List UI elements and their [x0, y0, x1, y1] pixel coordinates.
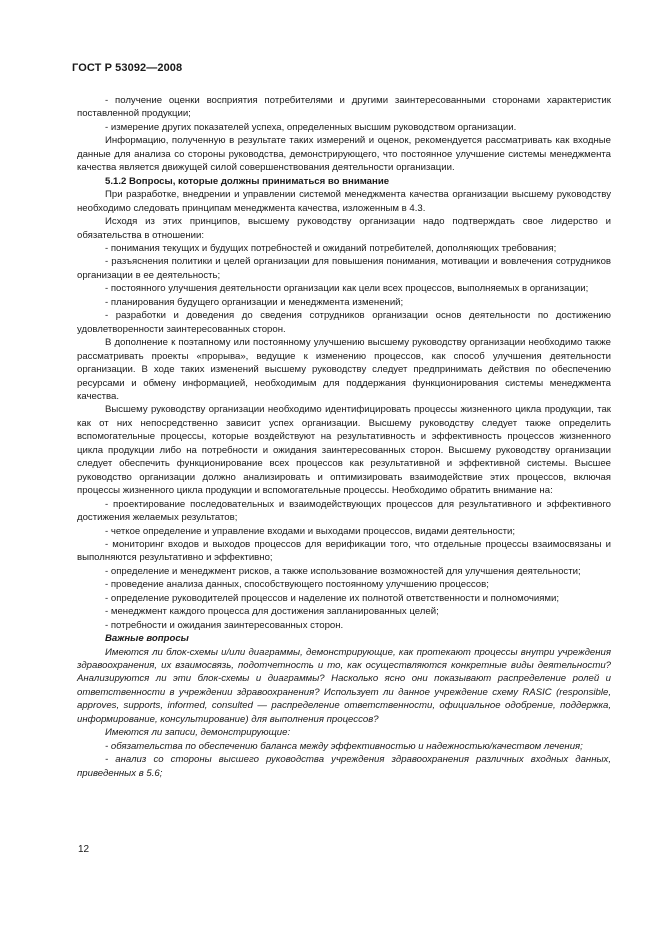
- italic-list-item: - обязательства по обеспечению баланса между эффективностью и надежностью/качеством лечения;: [105, 740, 583, 752]
- list-item: - мониторинг входов и выходов процессов для верификации того, что отдельные процессы взаимосвязаны и выполняются результативно и эффективно;: [77, 538, 611, 564]
- list-item: - менеджмент каждого процесса для достижения запланированных целей;: [105, 606, 439, 618]
- paragraph: При разработке, внедрении и управлении системой менеджмента качества организации высшему руководству необходимо следовать принципам менеджмента качества, изложенным в 4.3.: [77, 189, 611, 214]
- italic-list-item: - анализ со стороны высшего руководства учреждения здравоохранения различных входных данных, приведенных в 5.6;: [77, 754, 611, 779]
- paragraph: - измерение других показателей успеха, определенных высшим руководством организации.: [105, 121, 517, 133]
- list-item: - проектирование последовательных и взаимодействующих процессов для результативного и эффективного достижения желаемых результатов;: [77, 498, 611, 524]
- paragraph: Информацию, полученную в результате таких измерений и оценок, рекомендуется рассматривать как входные данные для анализа со стороны руководства, демонстрирующего, что постоянное улучшение системы менеджмента качества является движущей силой совершенствования деятельности организации.: [77, 135, 611, 174]
- list-item: - разъяснения политики и целей организации для повышения понимания, мотивации и вовлечения сотрудников организации в ее деятельность;: [77, 256, 611, 281]
- italic-paragraph: Имеются ли блок-схемы и/или диаграммы, демонстрирующие, как протекают процессы внутри учреждения здравоохранения, их взаимосвязь, подотчетность и то, как осуществляются конкретные виды деятельности? Анализируются ли эти блок-схемы и диаграммы? Насколько ясно они показывают распределение ролей и ответственности в учреждении здравоохранения? Использует ли данное учреждение схему RASIC (responsible, approves, supports, informed, consulted — распределение ответственности, официальное одобрение, поддержка, информирование, консультирование) для выполнения процессов?: [77, 646, 611, 725]
- document-header: ГОСТ Р 53092—2008: [72, 62, 183, 74]
- list-item: - определение и менеджмент рисков, а также использование возможностей для улучшения деятельности;: [105, 565, 581, 577]
- paragraph: - получение оценки восприятия потребителями и другими заинтересованными сторонами характеристик поставленной продукции;: [77, 95, 611, 120]
- list-item: - четкое определение и управление входами и выходами процессов, видами деятельности;: [105, 525, 516, 537]
- paragraph: Высшему руководству организации необходимо идентифицировать процессы жизненного цикла продукции, так как от них непосредственно зависит успех организации. Высшему руководству следует также определить вспомогательные процессы, которые воздействуют на результативность и эффективность процессов жизненного цикла продукции либо на потребности и ожидания заинтересованных сторон. Высшему руководству организации следует обеспечить функционирование всех процессов как результативной и эффективной системы. Высшее руководство организации должно анализировать и оптимизировать взаимодействие этих процессов, включая процессы жизненного цикла продукции и вспомогательные процессы. Необходимо обратить внимание на:: [77, 404, 611, 497]
- list-item: - постоянного улучшения деятельности организации как цели всех процессов, выполняемых в организации;: [105, 283, 589, 295]
- paragraph: Исходя из этих принципов, высшему руководству организации надо подтверждать свое лидерство и обязательства в отношении:: [77, 216, 611, 241]
- list-item: - планирования будущего организации и менеджмента изменений;: [105, 296, 404, 308]
- list-item: - разработки и доведения до сведения сотрудников организации основ деятельности по достижению удовлетворенности заинтересованных сторон.: [77, 310, 611, 335]
- page-number: 12: [78, 844, 90, 855]
- important-questions-heading: Важные вопросы: [105, 633, 189, 645]
- section-heading: 5.1.2 Вопросы, которые должны приниматься во внимание: [105, 175, 390, 187]
- italic-paragraph: Имеются ли записи, демонстрирующие:: [105, 727, 291, 739]
- list-item: - определение руководителей процессов и наделение их полнотой ответственности и полномочиями;: [105, 592, 560, 604]
- paragraph: В дополнение к поэтапному или постоянному улучшению высшему руководству организации необходимо также рассматривать проекты «прорыва», ведущие к изменению процессов, как способ улучшения деятельности организации. В ходе таких изменений высшему руководству следует предпринимать действия по обеспечению ресурсами и обмену информацией, необходимым для поддержания функционирования системы менеджмента качества.: [77, 337, 611, 402]
- document-body: [77, 94, 611, 780]
- list-item: - понимания текущих и будущих потребностей и ожиданий потребителей, дополняющих требования;: [105, 242, 557, 254]
- list-item: - потребности и ожидания заинтересованных сторон.: [105, 619, 344, 631]
- list-item: - проведение анализа данных, способствующего постоянному улучшению процессов;: [105, 579, 489, 591]
